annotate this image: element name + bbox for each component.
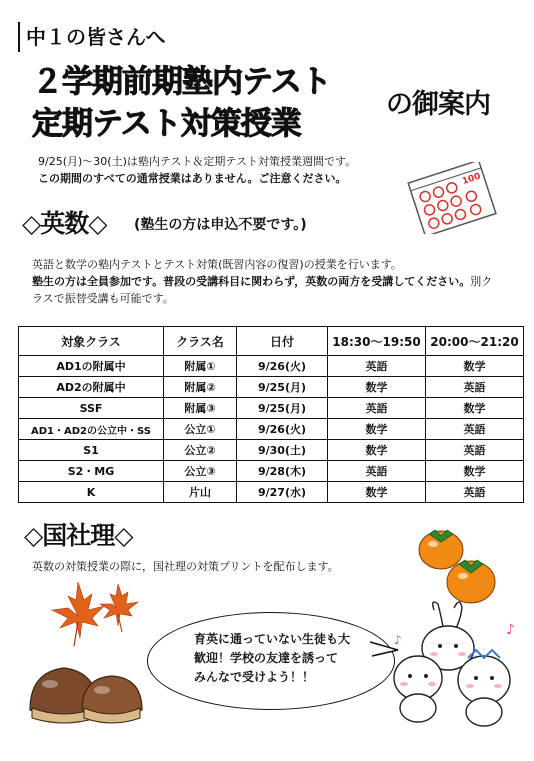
cell-class: SSF [19,398,164,419]
cell-class-name: 公立② [164,440,237,461]
cell-class: AD1・AD2の公立中・SS [19,419,164,440]
score-label: 100 [461,171,483,188]
bubble-line-1: 育英に通っていない生徒も大 [194,632,351,646]
intro-line-1: 9/25(月)〜30(土)は塾内テスト＆定期テスト対策授業週間です。 [38,155,357,168]
cell-period-2: 英語 [426,419,524,440]
cell-date: 9/28(木) [237,461,328,482]
title-line-2: 定期テスト対策授業 [32,106,301,142]
cell-period-1: 数学 [328,377,426,398]
cell-class: AD1の附属中 [19,356,164,377]
cell-class: S1 [19,440,164,461]
english-math-text-1: 英語と数学の塾内テストとテスト対策(既習内容の復習)の授業を行います。 [32,258,402,271]
cell-class-name: 公立③ [164,461,237,482]
cell-class-name: 公立① [164,419,237,440]
cell-class-name: 附属① [164,356,237,377]
maple-leaves-icon [38,576,148,656]
cell-period-1: 英語 [328,461,426,482]
title-line-1: ２学期前期塾内テスト [32,64,331,100]
cell-period-1: 数学 [328,482,426,503]
section-title-social-science: ◇国社理◇ [24,521,133,550]
cell-period-1: 数学 [328,419,426,440]
section-title-english-math: ◇英数◇ [22,209,107,238]
intro-line-2: この期間のすべての通常授業はありません。ご注意ください。 [38,172,347,185]
english-math-paragraph [32,256,502,307]
cell-date: 9/30(土) [237,440,328,461]
cell-period-2: 数学 [426,461,524,482]
mascot-characters-illustration [388,600,528,730]
section-note: (塾生の方は申込不要です。) [134,217,307,233]
test-paper-icon [405,162,501,234]
cell-period-1: 英語 [328,356,426,377]
bubble-line-2: 歓迎！学校の友達を誘って [194,651,339,665]
table-row [19,461,524,482]
cell-period-1: 数学 [328,440,426,461]
table-row [19,419,524,440]
svg-text:♪: ♪ [394,633,402,647]
social-science-paragraph: 英数の対策授業の際に，国社理の対策プリントを配布します。 [32,560,339,573]
chestnuts-icon [20,650,150,730]
col-header-period-2: 20:00〜21:20 [426,327,524,356]
cell-period-2: 数学 [426,398,524,419]
cell-class: S2・MG [19,461,164,482]
cell-class: AD2の附属中 [19,377,164,398]
schedule-table [18,326,524,503]
speech-bubble-text [194,630,384,687]
col-header-class: 対象クラス [19,327,164,356]
table-header-row [19,327,524,356]
cell-period-2: 英語 [426,482,524,503]
col-header-date: 日付 [237,327,328,356]
cell-date: 9/25(月) [237,377,328,398]
col-header-period-1: 18:30〜19:50 [328,327,426,356]
col-header-class-name: クラス名 [164,327,237,356]
cell-class: K [19,482,164,503]
cell-period-2: 英語 [426,440,524,461]
english-math-text-2-rest: 別クラスで振替受講も可能です。 [32,275,493,305]
cell-date: 9/27(水) [237,482,328,503]
cell-class-name: 附属③ [164,398,237,419]
table-row [19,482,524,503]
bubble-line-3: みんなで受けよう！！ [194,670,315,684]
cell-period-2: 英語 [426,377,524,398]
cell-date: 9/26(火) [237,356,328,377]
title-suffix: の御案内 [386,89,490,120]
table-row [19,356,524,377]
intro-paragraph [38,153,418,187]
table-row [19,440,524,461]
cell-date: 9/26(火) [237,419,328,440]
cell-date: 9/25(月) [237,398,328,419]
english-math-text-2-bold: 塾生の方は全員参加です。普段の受講科目に関わらず，英数の両方を受講してください。 [32,275,471,288]
cell-period-2: 数学 [426,356,524,377]
persimmon-icon [405,520,505,608]
svg-text:♪: ♪ [506,622,515,638]
table-row [19,398,524,419]
cell-class-name: 附属② [164,377,237,398]
cell-period-1: 英語 [328,398,426,419]
audience-tag: 中１の皆さんへ [18,22,166,52]
table-row [19,377,524,398]
cell-class-name: 片山 [164,482,237,503]
